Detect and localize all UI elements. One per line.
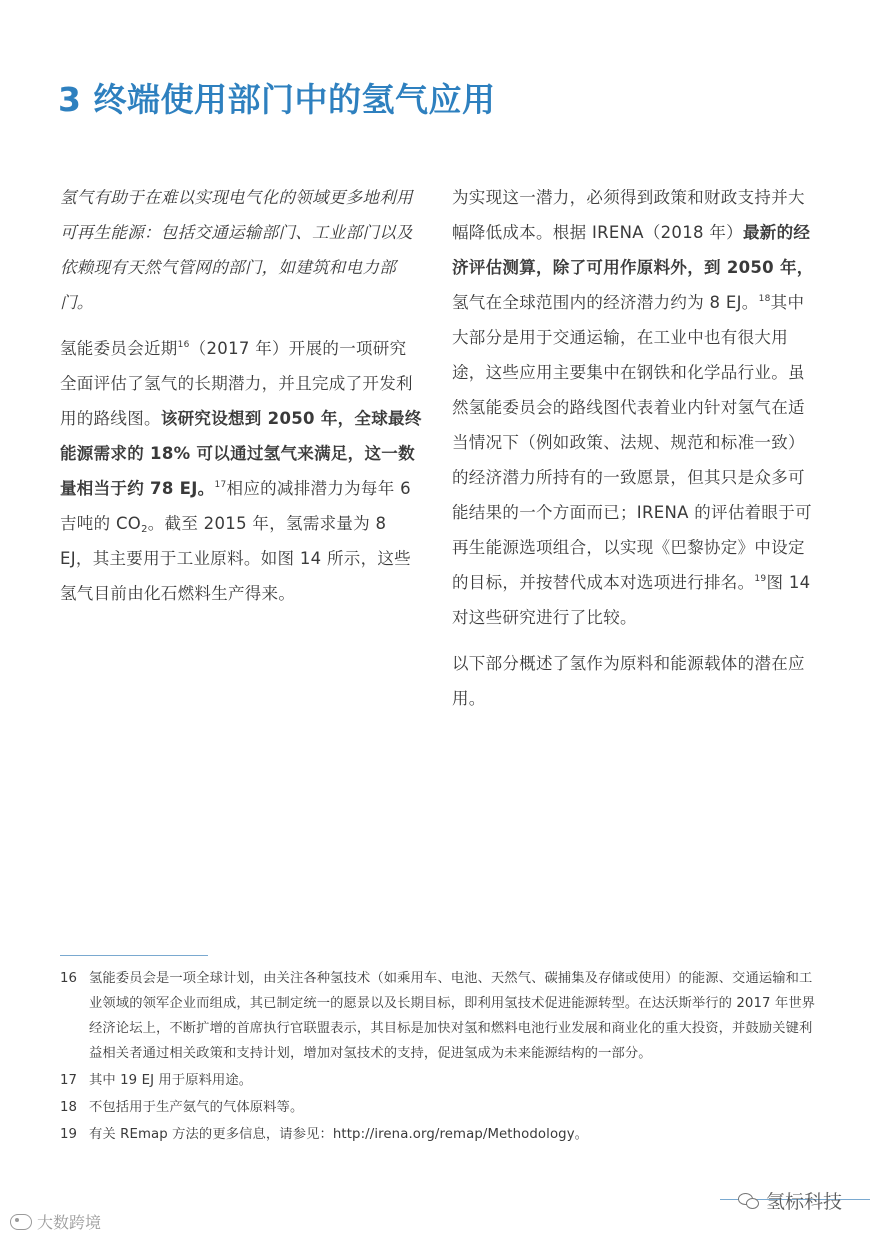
wechat-icon	[738, 1193, 760, 1209]
footnote-number: 19	[60, 1127, 77, 1142]
highlight-text: 最新的经济评估测算，除了可用作原料外，到 2050 年，	[452, 223, 814, 277]
footnotes	[60, 966, 820, 1149]
right-column	[452, 180, 814, 716]
footnote-ref[interactable]: 19	[754, 574, 767, 584]
footnote-item	[60, 1068, 820, 1093]
footnote-ref[interactable]: 17	[214, 480, 227, 490]
footnote-text: 氢能委员会是一项全球计划，由关注各种氢技术（如乘用车、电池、天然气、碳捕集及存储或使用）的能源、交通运输和工业领域的领军企业而组成，其已制定统一的愿景以及长期目标，即利用氢技术促进能源转型。在达沃斯举行的 2017 年世界经济论坛上，不断扩增的首席执行官联盟表示，其目标是加快对氢和燃料电池行业发展和商业化的重大投资，并鼓励关键利益相关者通过相关政策和支持计划，增加对氢技术的支持，促进氢成为未来能源结构的一部分。	[89, 971, 816, 1061]
body-paragraph: 以下部分概述了氢作为原料和能源载体的潜在应用。	[452, 654, 805, 708]
watermark-source-text: 大数跨境	[37, 1213, 102, 1232]
methodology-link[interactable]: 有关 REmap 方法的更多信息，请参见：http://irena.org/remap/Methodology。	[89, 1127, 589, 1142]
footnote-item	[60, 966, 820, 1066]
footnote-text: 其中 19 EJ 用于原料用途。	[89, 1073, 253, 1088]
body-paragraph: 氢能委员会近期$^{16}$（2017 年）开展的一项研究全面评估了氢气的长期潜力，并且完成了开发利用的路线图。该研究设想到 2050 年，全球最终能源需求的 18% 可以通过氢气来满足，这一数量相当于约 78 EJ。$^{17}$相应的减排潜力为每年 6 吉吨的 $CO_2$。截至 2015 年，氢需求量为 8 EJ，其主要用于工业原料。如图 14 所示，这些氢气目前由化石燃料生产得来。	[60, 339, 422, 603]
footnote-ref[interactable]: 16	[177, 340, 190, 350]
highlight-text: 该研究设想到 2050 年，全球最终能源需求的 18% 可以通过氢气来满足，这一数量相当于约 78 EJ。	[60, 409, 422, 498]
footnote-divider	[60, 955, 208, 956]
footnote-ref[interactable]: 18	[758, 294, 771, 304]
footnote-text	[89, 1122, 820, 1147]
watermark-source	[10, 1210, 101, 1233]
page-title: 3 终端使用部门中的氢气应用	[58, 80, 496, 119]
watermark-brand-text: 氢标科技	[765, 1191, 842, 1213]
footnote-number: 17	[60, 1073, 77, 1088]
footnote-item	[60, 1095, 820, 1120]
footnote-text: 不包括用于生产氨气的气体原料等。	[89, 1100, 304, 1115]
logo-icon	[10, 1214, 32, 1230]
intro-paragraph: 氢气有助于在难以实现电气化的领域更多地利用可再生能源：包括交通运输部门、工业部门以及依赖现有天然气管网的部门，如建筑和电力部门。	[60, 188, 413, 312]
body-paragraph: 为实现这一潜力，必须得到政策和财政支持并大幅降低成本。根据 IRENA（2018 年）最新的经济评估测算，除了可用作原料外，到 2050 年，氢气在全球范围内的经济潜力约为 8 EJ。$^{18}$其中大部分是用于交通运输，在工业中也有很大用途，这些应用主要集中在钢铁和化学品行业。虽然氢能委员会的路线图代表着业内针对氢气在适当情况下（例如政策、法规、规范和标准一致）的经济潜力所持有的一致愿景，但其只是众多可能结果的一个方面而已；IRENA 的评估着眼于可再生能源选项组合，以实现《巴黎协定》中设定的目标，并按替代成本对选项进行排名。$^{19}$图 14 对这些研究进行了比较。	[452, 188, 814, 627]
footnote-number: 16	[60, 971, 77, 986]
left-column	[60, 180, 422, 611]
watermark-brand	[738, 1187, 842, 1214]
footnote-number: 18	[60, 1100, 77, 1115]
footnote-item	[60, 1122, 820, 1147]
